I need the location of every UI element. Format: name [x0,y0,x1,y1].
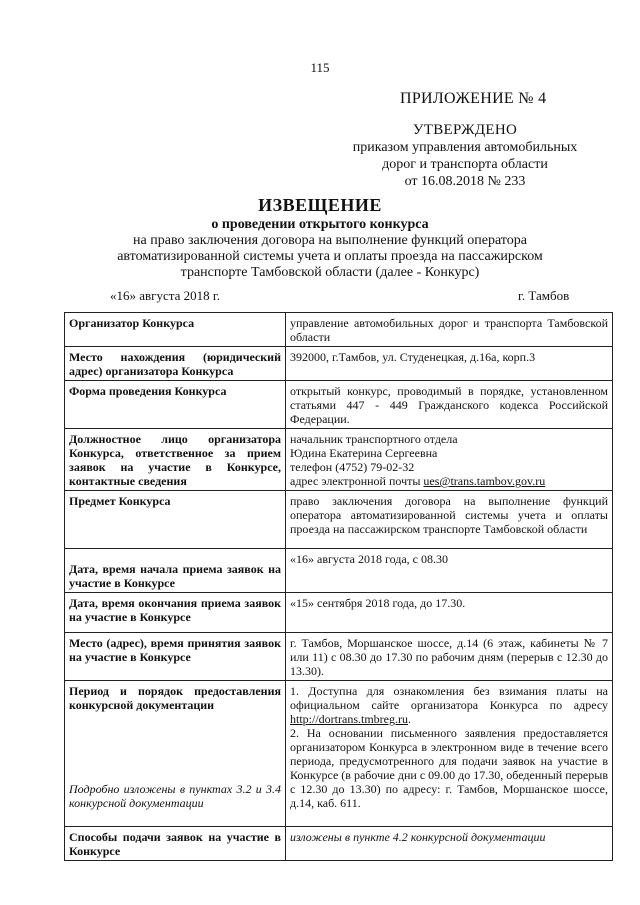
table-row [65,347,613,381]
notice-title: ИЗВЕЩЕНИЕ [258,195,382,215]
row-label: Способы подачи заявок на участие в Конкурсе [65,827,286,861]
notice-description-line-1: на право заключения договора на выполнение функций оператора [133,233,527,248]
documentation-item-1-end: . [407,712,411,726]
notice-city: г. Тамбов [518,288,570,303]
row-label-text: Период и порядок предоставления конкурсной документации [69,684,281,712]
documentation-item-1-text: 1. Доступна для ознакомления без взимания платы на официальном сайте организатора Конкурса по адресу [290,684,608,712]
approval-line-2: дорог и транспорта области [382,157,548,172]
row-label [65,681,286,827]
notice-subtitle: о проведении открытого конкурса [211,217,429,232]
contact-position: начальник транспортного отдела [290,432,458,446]
page-number: 115 [310,60,330,75]
table-row [65,381,613,429]
row-value [286,681,613,827]
approval-block [330,122,600,190]
row-value [286,429,613,491]
table-row [65,549,613,593]
notice-description-line-2: автоматизированной системы учета и оплаты проезда на пассажирском [117,249,543,264]
approval-line-1: приказом управления автомобильных [352,140,578,155]
documentation-item-1 [290,684,608,726]
table-row [65,593,613,633]
row-value: управление автомобильных дорог и транспорта Тамбовской области [286,313,613,347]
row-value: изложены в пункте 4.2 конкурсной документации [286,827,613,861]
table-row [65,827,613,861]
row-value: право заключения договора на выполнение функций оператора автоматизированной системы учета и оплаты проезда на пассажирском транспорте Тамбовской области [286,491,613,549]
documentation-site-link[interactable]: http://dortrans.tmbreg.ru [290,712,408,726]
row-value: 392000, г.Тамбов, ул. Студенецкая, д.16а, корп.3 [286,347,613,381]
contact-email-label: адрес электронной почты [290,474,424,488]
table-row [65,681,613,827]
row-label: Должностное лицо организатора Конкурса, ответственное за прием заявок на участие в Конкурсе, контактные сведения [65,429,286,491]
notice-date: «16» августа 2018 г. [110,288,220,303]
notice-table [64,312,613,861]
row-label: Предмет Конкурса [65,491,286,549]
notice-description [90,233,570,281]
row-value: открытый конкурс, проводимый в порядке, установленном статьями 447 - 449 Гражданского кодекса Российской Федерации. [286,381,613,429]
approval-title: УТВЕРЖДЕНО [412,122,518,138]
table-row [65,429,613,491]
row-label: Форма проведения Конкурса [65,381,286,429]
label-spacer [69,712,281,782]
contact-name: Юдина Екатерина Сергеевна [290,446,438,460]
row-label [65,549,286,593]
documentation-note: Подробно изложены в пунктах 3.2 и 3.4 конкурсной документации [69,782,281,810]
approval-line-3: от 16.08.2018 № 233 [404,174,526,189]
contact-email-line [290,474,608,488]
row-label: Место (адрес), время принятия заявок на участие в Конкурсе [65,633,286,681]
row-value: г. Тамбов, Моршанское шоссе, д.14 (6 этаж, кабинеты № 7 или 11) с 08.30 до 17.30 по рабочим дням (перерыв с 12.30 до 13.30). [286,633,613,681]
table-row [65,313,613,347]
row-value: «16» августа 2018 года, с 08.30 [286,549,613,593]
contact-phone: телефон (4752) 79-02-32 [290,460,415,474]
row-label-text: Дата, время начала приема заявок на участие в Конкурсе [69,562,281,590]
row-label: Дата, время окончания приема заявок на участие в Конкурсе [65,593,286,633]
notice-description-line-3: транспорте Тамбовской области (далее - Конкурс) [180,265,480,280]
table-row [65,491,613,549]
table-row [65,633,613,681]
row-label: Организатор Конкурса [65,313,286,347]
row-value: «15» сентября 2018 года, до 17.30. [286,593,613,633]
appendix-heading: ПРИЛОЖЕНИЕ № 4 [400,90,547,107]
documentation-item-2: 2. На основании письменного заявления предоставляется организатором Конкурса в электронном виде в течение всего периода, предусмотренного для подачи заявок на участие в Конкурсе (в рабочие дни с 09.00 до 17.30, обеденный перерыв с 12.30 до 13.30) по адресу: г. Тамбов, Моршанское шоссе, д.14, каб. 611. [290,726,608,810]
contact-email-link[interactable]: ues@trans.tambov.gov.ru [423,474,546,488]
row-label: Место нахождения (юридический адрес) организатора Конкурса [65,347,286,381]
